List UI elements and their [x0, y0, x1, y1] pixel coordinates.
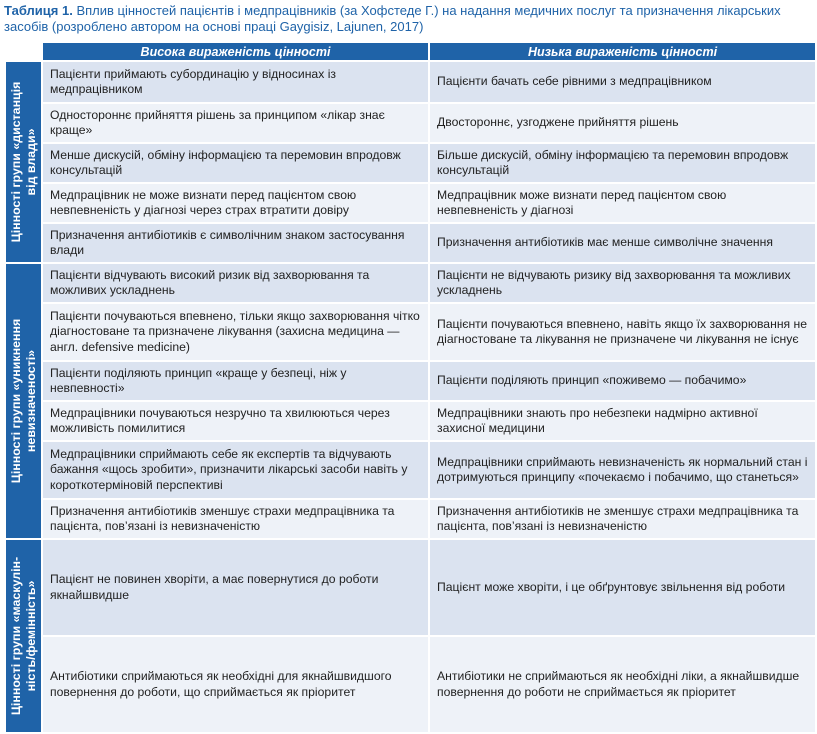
cell-low: Антибіотики не сприймаються як необхідні ліки, а якнайшвидше повернення до роботи не сприймається як пріоритет	[430, 637, 815, 732]
cell-high: Пацієнти приймають субординацію у відносинах із медпрацівником	[43, 62, 428, 102]
cell-high: Антибіотики сприймаються як необхідні для якнайшвидшого повернення до роботи, що сприймається як пріоритет	[43, 637, 428, 732]
cell-high: Одностороннє прийняття рішень за принципом «лікар знає краще»	[43, 104, 428, 142]
cell-low: Двостороннє, узгоджене прийняття рішень	[430, 104, 815, 142]
cell-low: Призначення антибіотиків не зменшує страхи медпрацівника та пацієнта, пов’язані із невизначеністю	[430, 500, 815, 538]
values-table	[4, 41, 817, 734]
cell-low: Медпрацівники знають про небезпеки надмірно активної захисної медицини	[430, 402, 815, 440]
group-label-line: Цінності групи «дистанція	[8, 81, 23, 243]
table-row	[6, 540, 815, 635]
table-row	[6, 184, 815, 222]
cell-low: Пацієнт може хворіти, і це обґрунтовує звільнення від роботи	[430, 540, 815, 635]
table-row	[6, 442, 815, 498]
cell-high: Пацієнти відчувають високий ризик від захворювання та можливих ускладнень	[43, 264, 428, 302]
group-label-masculinity-femininity	[6, 540, 41, 732]
cell-low: Пацієнти поділяють принцип «поживемо — побачимо»	[430, 362, 815, 400]
cell-low: Призначення антибіотиків має менше символічне значення	[430, 224, 815, 262]
cell-low: Більше дискусій, обміну інформацією та перемовин впродовж консультацій	[430, 144, 815, 182]
header-row	[6, 43, 815, 60]
group-label-power-distance	[6, 62, 41, 262]
table-row	[6, 144, 815, 182]
cell-low: Пацієнти бачать себе рівними з медпрацівником	[430, 62, 815, 102]
table-row	[6, 637, 815, 732]
table-row	[6, 304, 815, 360]
cell-high: Медпрацівники сприймають себе як експертів та відчувають бажання «щось зробити», призначити лікарські засоби навіть у короткотерміновій перспективі	[43, 442, 428, 498]
cell-low: Медпрацівники сприймають невизначеність як нормальний стан і дотримуються принципу «почекаємо і побачимо, що станеться»	[430, 442, 815, 498]
table-row	[6, 402, 815, 440]
cell-low: Пацієнти не відчувають ризику від захворювання та можливих ускладнень	[430, 264, 815, 302]
table-row	[6, 62, 815, 102]
header-low: Низька вираженість цінності	[430, 43, 815, 60]
group-label-line: від влади»	[23, 128, 38, 196]
cell-high: Медпрацівник не може визнати перед пацієнтом свою невпевненість у діагнозі через страх втратити довіру	[43, 184, 428, 222]
cell-high: Пацієнт не повинен хворіти, а має повернутися до роботи якнайшвидше	[43, 540, 428, 635]
group-label-line: невизначеності»	[23, 349, 38, 453]
header-corner	[6, 43, 41, 60]
table-caption	[4, 3, 814, 35]
cell-high: Пацієнти почуваються впевнено, тільки якщо захворювання чітко діагностоване та призначене лікування (захисна медицина — англ. defensive medicine)	[43, 304, 428, 360]
cell-high: Пацієнти поділяють принцип «краще у безпеці, ніж у невпевності»	[43, 362, 428, 400]
table-row	[6, 224, 815, 262]
group-label-line: Цінності групи «маскулін-	[8, 556, 23, 716]
cell-high: Призначення антибіотиків є символічним знаком застосування влади	[43, 224, 428, 262]
table-row	[6, 362, 815, 400]
cell-low: Пацієнти почуваються впевнено, навіть якщо їх захворювання не діагностоване та лікування не призначене чи лікування не існує	[430, 304, 815, 360]
cell-high: Призначення антибіотиків зменшує страхи медпрацівника та пацієнта, пов’язані із невизначеністю	[43, 500, 428, 538]
caption-label: Таблиця 1.	[4, 3, 73, 18]
group-label-line: ність/фемінність»	[23, 580, 38, 692]
table-row	[6, 104, 815, 142]
table-row	[6, 264, 815, 302]
table-row	[6, 500, 815, 538]
cell-high: Менше дискусій, обміну інформацією та перемовин впродовж консультацій	[43, 144, 428, 182]
cell-low: Медпрацівник може визнати перед пацієнтом свою невпевненість у діагнозі	[430, 184, 815, 222]
group-label-uncertainty-avoidance	[6, 264, 41, 538]
cell-high: Медпрацівники почуваються незручно та хвилюються через можливість помилитися	[43, 402, 428, 440]
caption-text: Вплив цінностей пацієнтів і медпрацівників (за Хофстеде Г.) на надання медичних послуг та призначення лікарських засобів (розроблено автором на основі праці Gaygisiz, Lajunen, 2017)	[4, 3, 781, 34]
header-high: Висока вираженість цінності	[43, 43, 428, 60]
group-label-line: Цінності групи «уникнення	[8, 318, 23, 484]
